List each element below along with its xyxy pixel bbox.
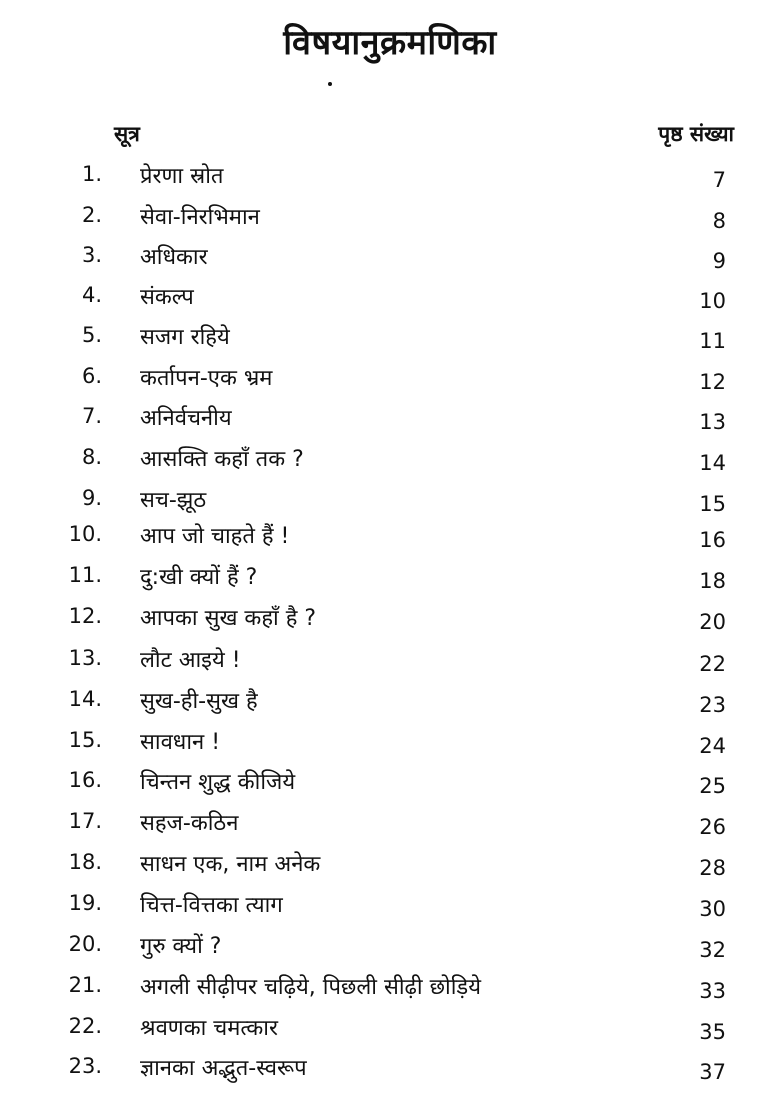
- toc-row[interactable]: [0, 1014, 780, 1054]
- entry-number: 17.: [68, 809, 102, 833]
- entry-number: 13.: [68, 646, 102, 670]
- toc-row[interactable]: [0, 563, 780, 603]
- entry-number: 12.: [68, 604, 102, 628]
- entry-number: 4.: [81, 283, 102, 307]
- toc-row[interactable]: [0, 522, 780, 562]
- entry-title[interactable]: अनिर्वचनीय: [140, 406, 232, 431]
- entry-title[interactable]: चित्त-वित्तका त्याग: [140, 893, 283, 918]
- entry-title[interactable]: कर्तापन-एक भ्रम: [140, 366, 273, 391]
- entry-page: 9: [712, 249, 726, 273]
- entry-title[interactable]: गुरु क्यों ?: [140, 934, 222, 959]
- toc-row[interactable]: [0, 891, 780, 931]
- entry-page: 37: [699, 1060, 726, 1084]
- entry-page: 20: [699, 610, 726, 634]
- entry-number: 14.: [68, 687, 102, 711]
- entry-title[interactable]: सच-झूठ: [140, 488, 207, 513]
- toc-row[interactable]: [0, 687, 780, 727]
- entry-title[interactable]: संकल्प: [140, 285, 194, 310]
- entry-page: 30: [699, 897, 726, 921]
- entry-page: 32: [699, 938, 726, 962]
- entry-page: 10: [699, 289, 726, 313]
- entry-page: 28: [699, 856, 726, 880]
- entry-title[interactable]: लौट आइये !: [140, 648, 241, 673]
- entry-title[interactable]: सहज-कठिन: [140, 811, 239, 836]
- entry-page: 12: [699, 370, 726, 394]
- entry-number: 20.: [68, 932, 102, 956]
- toc-row[interactable]: [0, 283, 780, 323]
- entry-title[interactable]: सुख-ही-सुख है: [140, 689, 258, 714]
- entry-number: 15.: [68, 728, 102, 752]
- toc-row[interactable]: [0, 243, 780, 283]
- entry-number: 23.: [68, 1054, 102, 1078]
- entry-page: 16: [699, 528, 726, 552]
- entry-number: 5.: [81, 323, 102, 347]
- toc-row[interactable]: [0, 973, 780, 1013]
- entry-number: 11.: [68, 563, 102, 587]
- toc-row[interactable]: [0, 646, 780, 686]
- entry-page: 14: [699, 451, 726, 475]
- entry-title[interactable]: अगली सीढ़ीपर चढ़िये, पिछली सीढ़ी छोड़िये: [140, 975, 481, 1000]
- entry-page: 15: [699, 492, 726, 516]
- entry-number: 6.: [81, 364, 102, 388]
- toc-row[interactable]: [0, 445, 780, 485]
- entry-number: 1.: [81, 162, 102, 186]
- column-header-sutra: सूत्र: [114, 122, 140, 146]
- toc-row[interactable]: [0, 323, 780, 363]
- entry-number: 21.: [68, 973, 102, 997]
- toc-row[interactable]: [0, 162, 780, 202]
- toc-row[interactable]: [0, 1054, 780, 1094]
- entry-page: 23: [699, 693, 726, 717]
- entry-title[interactable]: सावधान !: [140, 730, 221, 755]
- page-title: विषयानुक्रमणिका: [283, 23, 497, 63]
- stray-dot: [328, 82, 332, 86]
- toc-row[interactable]: [0, 486, 780, 526]
- toc-row[interactable]: [0, 728, 780, 768]
- entry-number: 16.: [68, 768, 102, 792]
- entry-number: 19.: [68, 891, 102, 915]
- entry-title[interactable]: ज्ञानका अद्भुत-स्वरूप: [140, 1056, 307, 1081]
- entry-number: 18.: [68, 850, 102, 874]
- entry-title[interactable]: साधन एक, नाम अनेक: [140, 852, 321, 877]
- entry-number: 8.: [81, 445, 102, 469]
- toc-row[interactable]: [0, 768, 780, 808]
- entry-title[interactable]: आसक्ति कहाँ तक ?: [140, 447, 304, 472]
- entry-title[interactable]: आप जो चाहते हैं !: [140, 524, 290, 549]
- entry-number: 7.: [81, 404, 102, 428]
- entry-number: 10.: [68, 522, 102, 546]
- entry-title[interactable]: प्रेरणा स्रोत: [140, 164, 224, 189]
- entry-number: 9.: [81, 486, 102, 510]
- entry-page: 13: [699, 410, 726, 434]
- entry-title[interactable]: सजग रहिये: [140, 325, 230, 350]
- entry-title[interactable]: अधिकार: [140, 245, 208, 270]
- entry-title[interactable]: दु:खी क्यों हैं ?: [140, 565, 258, 590]
- toc-row[interactable]: [0, 932, 780, 972]
- toc-row[interactable]: [0, 203, 780, 243]
- entry-page: 22: [699, 652, 726, 676]
- entry-page: 7: [712, 168, 726, 192]
- entry-title[interactable]: आपका सुख कहाँ है ?: [140, 606, 317, 631]
- entry-title[interactable]: चिन्तन शुद्ध कीजिये: [140, 770, 296, 795]
- toc-row[interactable]: [0, 809, 780, 849]
- entry-page: 35: [699, 1020, 726, 1044]
- entry-page: 24: [699, 734, 726, 758]
- entry-page: 18: [699, 569, 726, 593]
- entry-number: 3.: [81, 243, 102, 267]
- entry-number: 22.: [68, 1014, 102, 1038]
- entry-number: 2.: [81, 203, 102, 227]
- entry-page: 26: [699, 815, 726, 839]
- entry-title[interactable]: सेवा-निरभिमान: [140, 205, 260, 230]
- entry-page: 33: [699, 979, 726, 1003]
- entry-title[interactable]: श्रवणका चमत्कार: [140, 1016, 278, 1041]
- toc-row[interactable]: [0, 364, 780, 404]
- entry-page: 25: [699, 774, 726, 798]
- entry-page: 11: [699, 329, 726, 353]
- column-header-page-number: पृष्ठ संख्या: [658, 122, 734, 146]
- toc-row[interactable]: [0, 404, 780, 444]
- toc-row[interactable]: [0, 604, 780, 644]
- entry-page: 8: [712, 209, 726, 233]
- toc-row[interactable]: [0, 850, 780, 890]
